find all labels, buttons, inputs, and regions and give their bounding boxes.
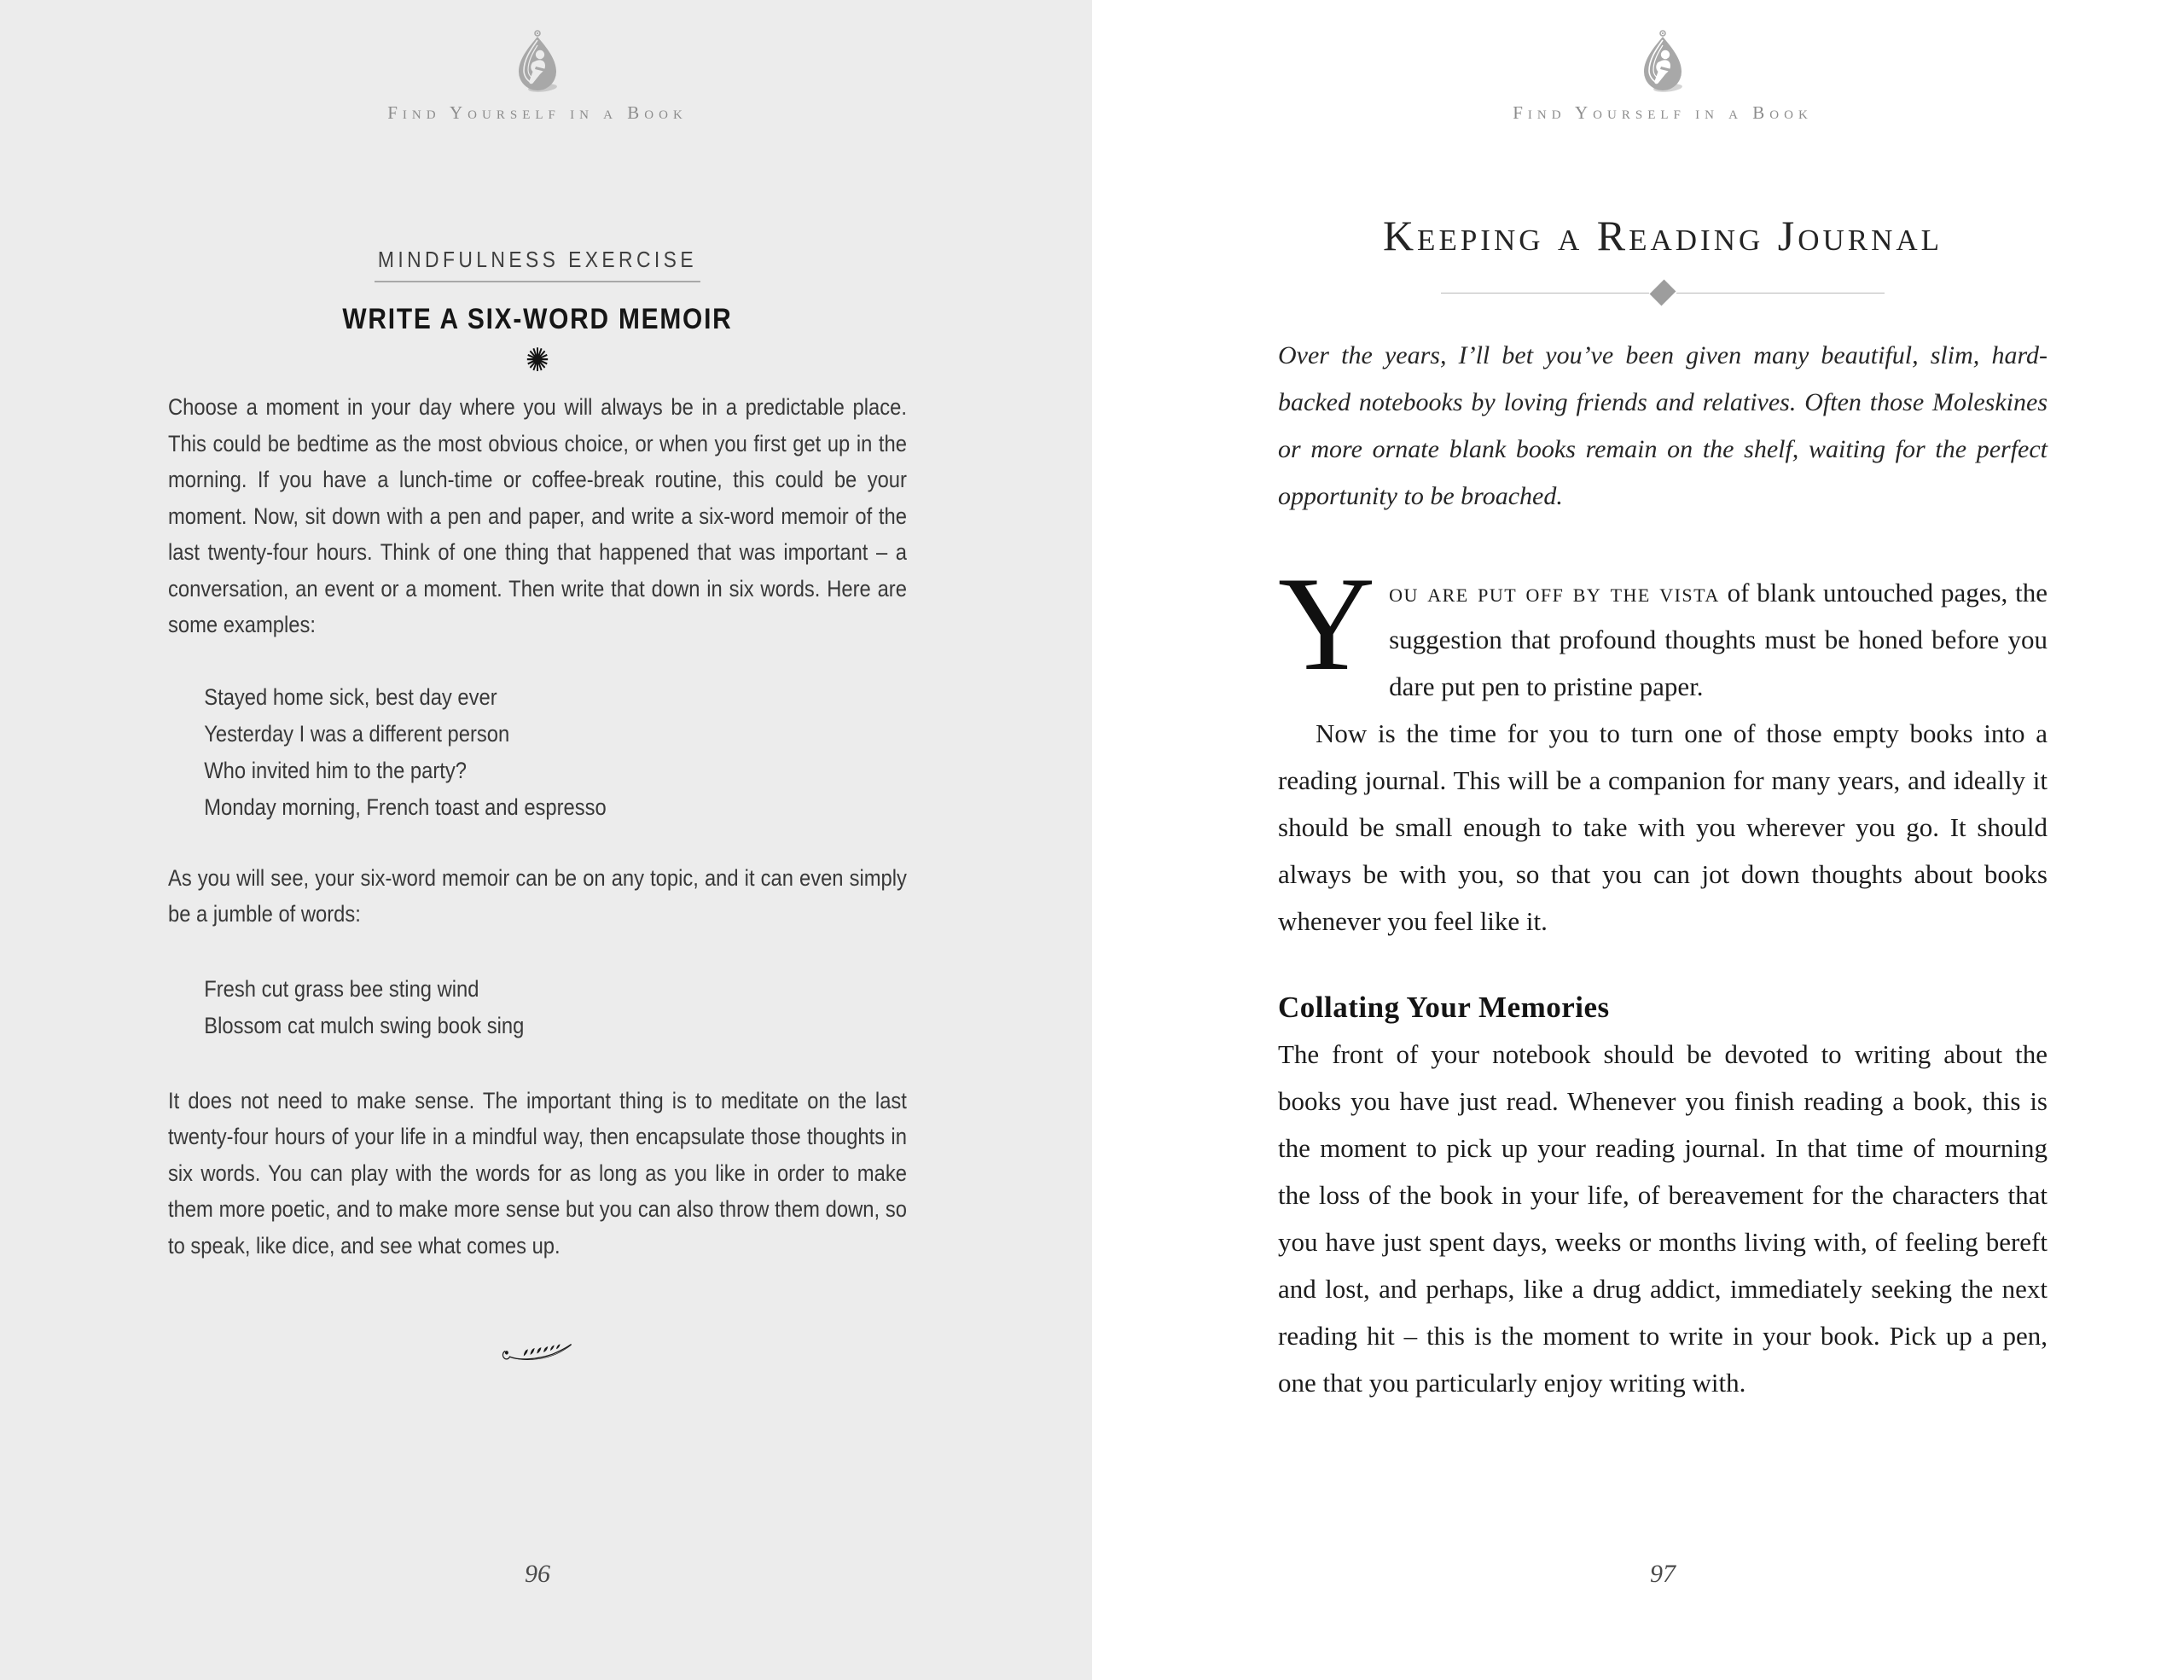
flourish-ornament-icon bbox=[502, 1342, 573, 1363]
kicker-mindfulness-exercise: MINDFULNESS EXERCISE bbox=[375, 247, 700, 282]
page-number-right: 97 bbox=[1650, 1560, 1676, 1588]
diamond-ornament-icon bbox=[1650, 280, 1676, 306]
memoir-example: Monday morning, French toast and espresso bbox=[204, 793, 607, 820]
chapter-intro-italic: Over the years, I’ll bet you’ve been given many beautiful, slim, hard-backed notebooks by loving friends and relatives. Often those Moleskines or more ornate blank books remain on the shelf, waiting for the perfect opportunity to be broached. bbox=[1278, 341, 2048, 510]
exercise-paragraph-1: Choose a moment in your day where you will always be in a predictable place. This could be bedtime as the most obvious choice, or when you first get up in the morning. If you have a lunch-time or coffee-break routine, this could be your moment. Now, sit down with a pen and paper, and write a six-word memoir of the last twenty-four hours. Think of one thing that happened that was important – a conversation, an event or a moment. Then write that down in six words. Here are some examples: bbox=[168, 394, 907, 637]
chapter-paragraph-2: Now is the time for you to turn one of those empty books into a reading journal. This will be a companion for many years, and ideally it should be small enough to take with you wherever you go. It should always be with you, so that you can jot down thoughts about books whenever you feel like it. bbox=[1278, 718, 2048, 936]
memoir-example: Yesterday I was a different person bbox=[204, 720, 510, 747]
divider-line bbox=[1441, 293, 1649, 294]
memoir-example: Blossom cat mulch swing book sing bbox=[204, 1012, 525, 1038]
running-header-left bbox=[168, 0, 907, 124]
exercise-title: WRITE A SIX-WORD MEMOIR bbox=[342, 303, 733, 335]
drop-cap: Y bbox=[1278, 549, 1376, 699]
asterisk-ornament-icon: ✺ bbox=[525, 343, 549, 379]
memoir-example: Fresh cut grass bee sting wind bbox=[204, 975, 479, 1002]
chapter-paragraph-1 bbox=[1278, 549, 2048, 710]
book-title-running-head: Find Yourself in a Book bbox=[387, 102, 688, 123]
memoir-example: Who invited him to the party? bbox=[204, 757, 467, 783]
section-heading-collating-your-memories: Collating Your Memories bbox=[1278, 991, 1610, 1024]
title-divider bbox=[1278, 282, 2048, 303]
running-header-right bbox=[1278, 0, 2048, 124]
memoir-example: Stayed home sick, best day ever bbox=[204, 683, 497, 710]
paragraph-text: of blank untouched pages, the suggestion that profound thoughts must be honed before you dare put pen to pristine paper. bbox=[1389, 578, 2048, 701]
publisher-logo-icon bbox=[510, 29, 565, 94]
memoir-example-list-b bbox=[168, 971, 907, 1044]
small-caps-lead: ou are put off by the vista bbox=[1389, 578, 1720, 607]
exercise-paragraph-3: It does not need to make sense. The important thing is to meditate on the last twenty-four hours of your life in a mindful way, then encapsulate those thoughts in six words. You can play with the words for as long as you like in order to make them more poetic, and to make more sense but you can also throw them down, so to speak, like dice, and see what comes up. bbox=[168, 1087, 907, 1259]
exercise-paragraph-2: As you will see, your six-word memoir can be on any topic, and it can even simply be a jumble of words: bbox=[168, 864, 907, 927]
publisher-logo-icon bbox=[1635, 29, 1690, 94]
chapter-paragraph-3: The front of your notebook should be devoted to writing about the books you have just read. Whenever you finish reading a book, this is the moment to pick up your reading journal. In that time of mourning the loss of the book in your life, of bereavement for the characters that you have just spent days, weeks or months living with, of feeling bereft and lost, and perhaps, like a drug addict, immediately seeking the next reading hit – this is the moment to write in your book. Pick up a pen, one that you particularly enjoy writing with. bbox=[1278, 1039, 2048, 1398]
page-number-left: 96 bbox=[525, 1560, 550, 1588]
memoir-example-list-a bbox=[168, 679, 907, 826]
chapter-title: Keeping a Reading Journal bbox=[1382, 212, 1943, 259]
divider-line bbox=[1676, 293, 1885, 294]
page-right bbox=[1092, 0, 2184, 1680]
book-title-running-head: Find Yourself in a Book bbox=[1513, 102, 1813, 123]
left-content-column bbox=[168, 247, 907, 1367]
